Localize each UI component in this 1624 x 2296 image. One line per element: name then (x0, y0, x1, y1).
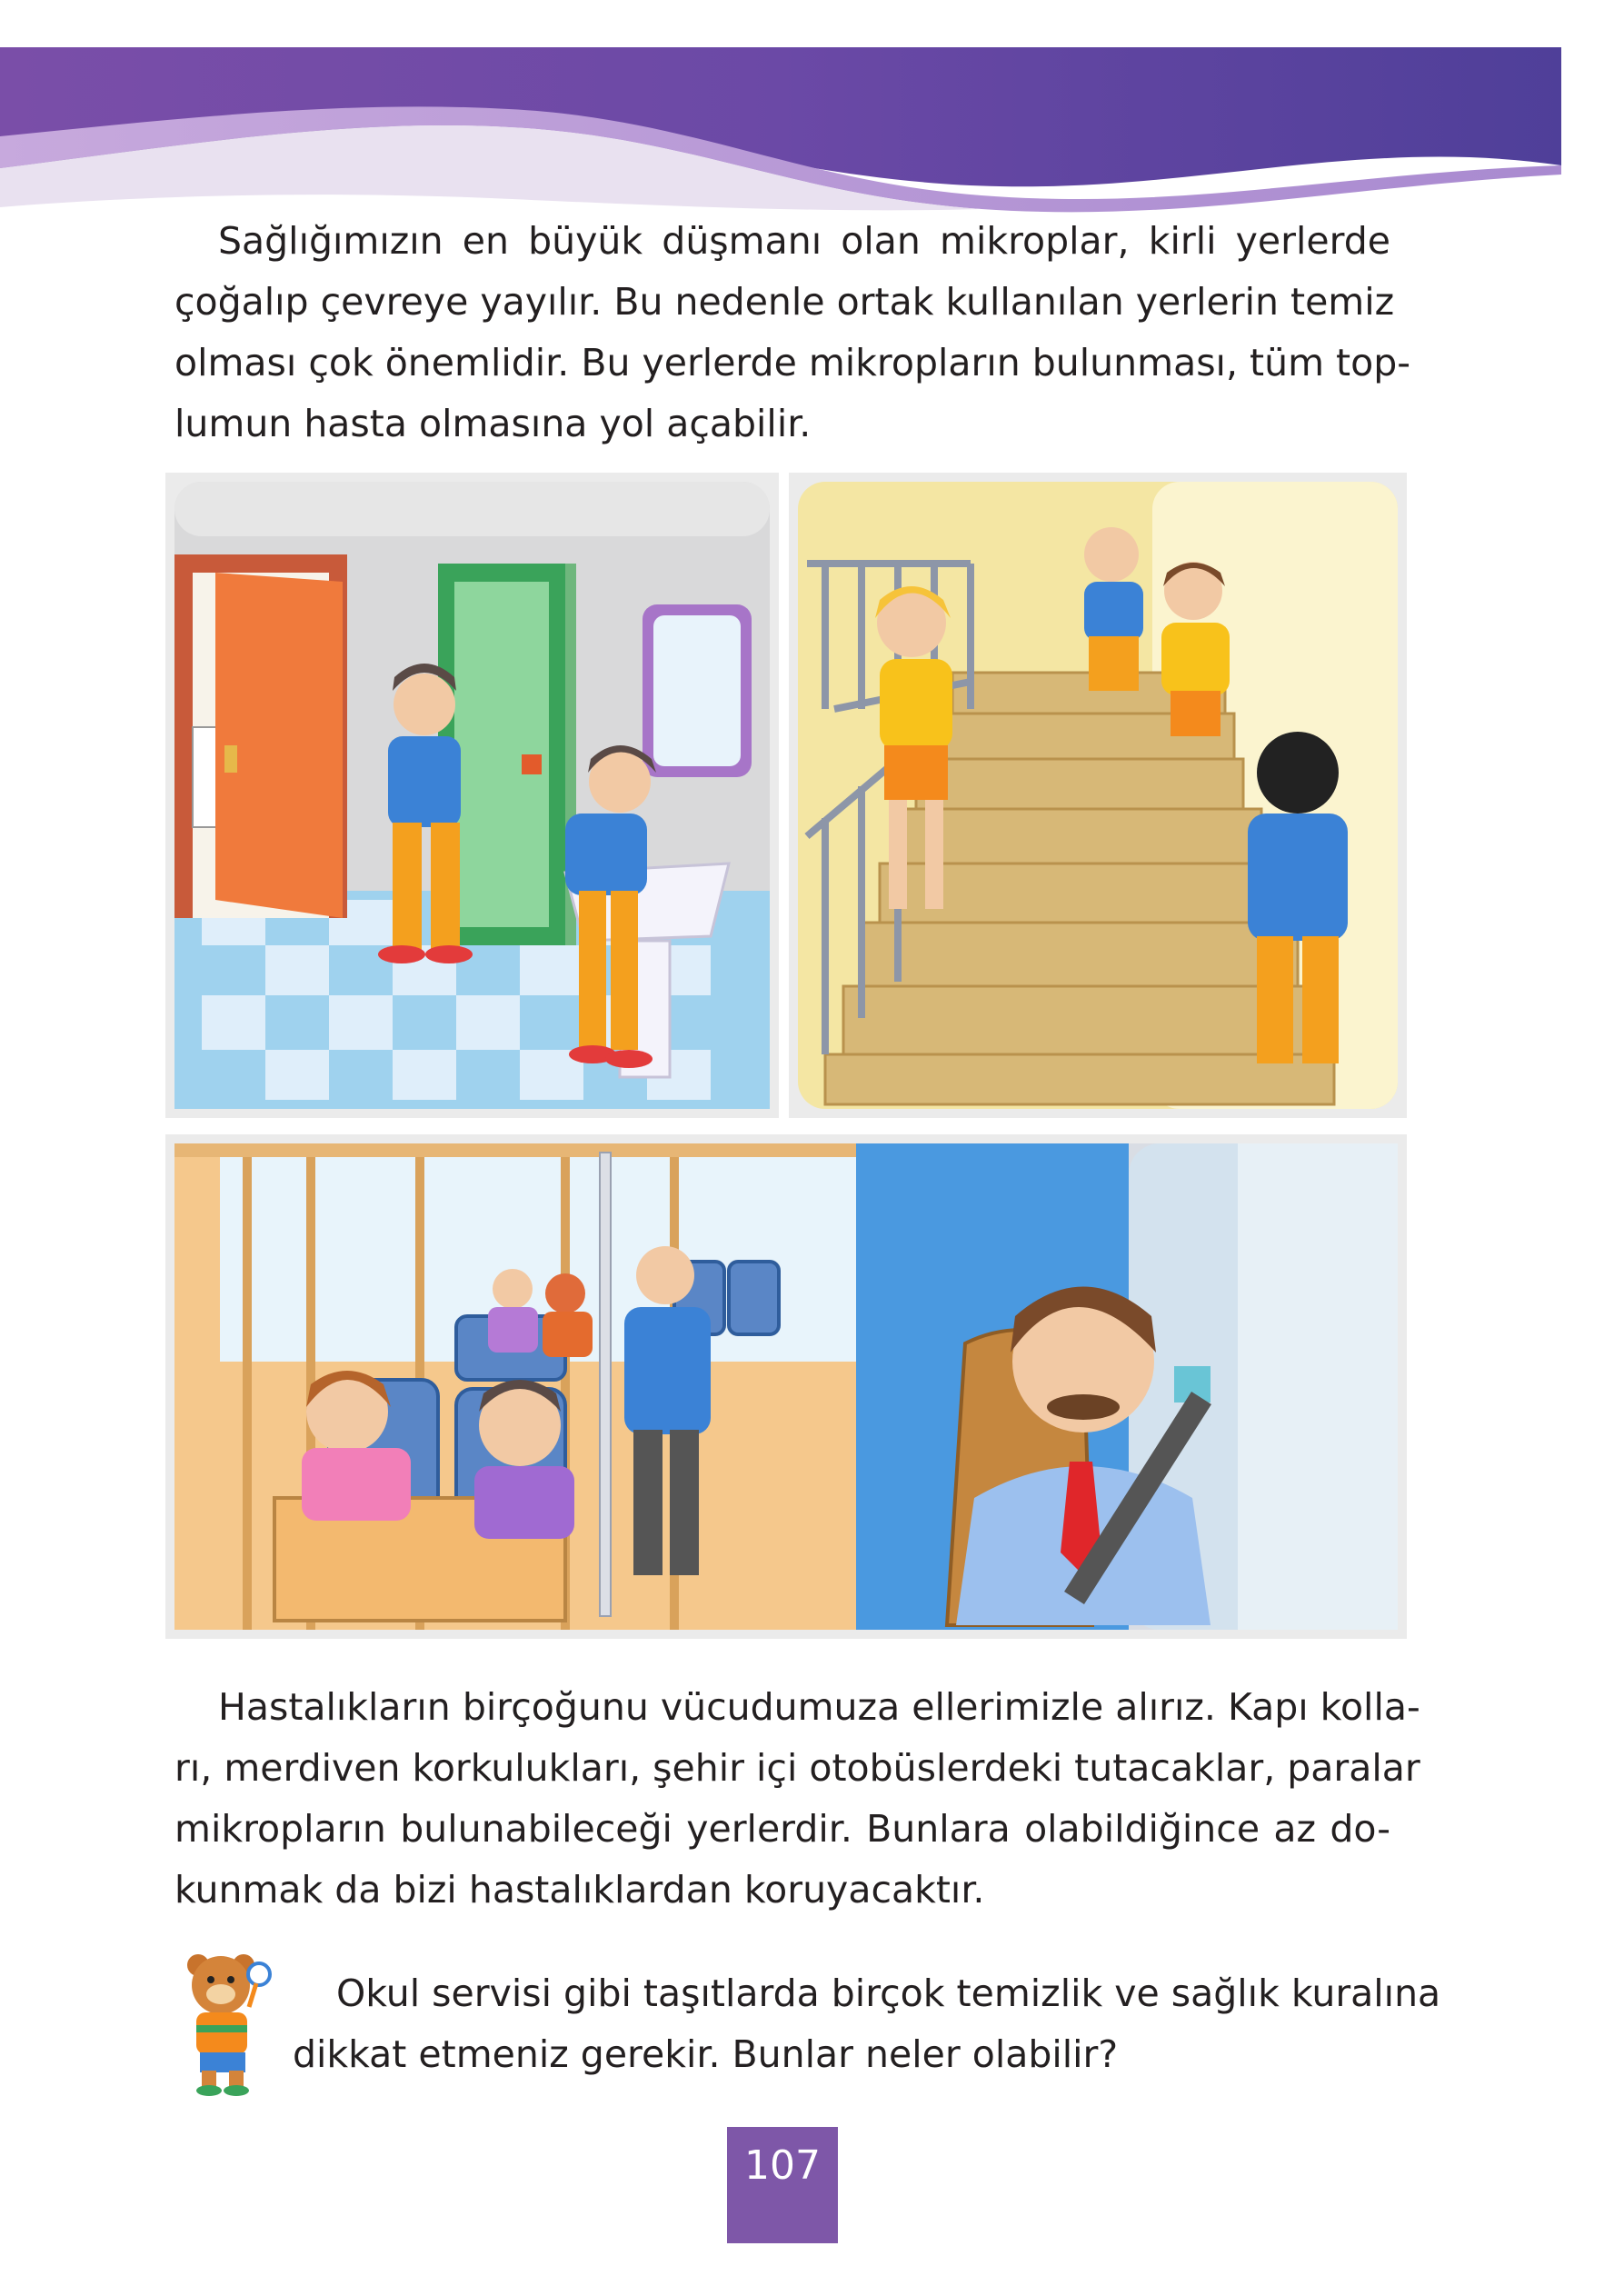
body-line: mikropların bulunabileceği yerlerdir. Bunlara olabildiğince az do- (174, 1807, 1390, 1851)
question-line: Okul servisi gibi taşıtlarda birçok temizlik ve sağlık kuralına (336, 1972, 1441, 2015)
question-paragraph (293, 1963, 1441, 2085)
intro-line: Sağlığımızın en büyük düşmanı olan mikroplar, kirli yerlerde (218, 219, 1390, 263)
intro-paragraph (174, 211, 1411, 454)
body-paragraph (174, 1677, 1420, 1921)
intro-line: çoğalıp çevreye yayılır. Bu nedenle ortak kullanılan yerlerin temiz (174, 280, 1395, 324)
page-number: 107 (727, 2127, 838, 2243)
intro-line: lumun hasta olmasına yol açabilir. (174, 402, 812, 445)
body-line: rı, merdiven korkulukları, şehir içi otobüslerdeki tutacaklar, paralar (174, 1746, 1420, 1790)
bear-mascot-icon (173, 1947, 273, 2097)
stairs-illustration (789, 473, 1407, 1118)
body-line: Hastalıkların birçoğunu vücudumuza ellerimizle alırız. Kapı kolla- (218, 1685, 1420, 1729)
header-banner (0, 0, 1624, 218)
question-line: dikkat etmeniz gerekir. Bunlar neler olabilir? (293, 2032, 1119, 2076)
restroom-illustration (165, 473, 779, 1118)
bus-illustration (165, 1134, 1407, 1639)
intro-line: olması çok önemlidir. Bu yerlerde mikropların bulunması, tüm top- (174, 341, 1411, 384)
body-line: kunmak da bizi hastalıklardan koruyacaktır. (174, 1868, 985, 1912)
